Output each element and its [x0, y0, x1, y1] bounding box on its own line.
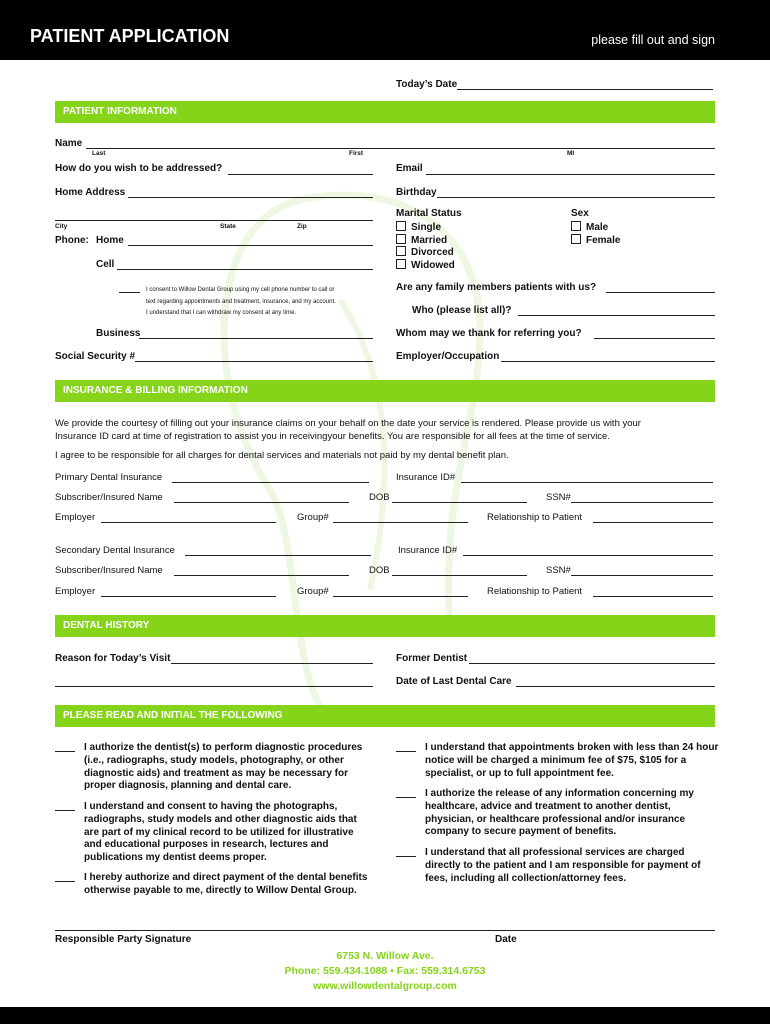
- primary-employer-field[interactable]: [101, 522, 276, 523]
- secondary-insurance-label: Secondary Dental Insurance: [55, 545, 175, 556]
- family-members-label: Are any family members patients with us?: [396, 282, 597, 293]
- referral-label: Whom may we thank for referring you?: [396, 328, 582, 339]
- phone-label: Phone:: [55, 235, 89, 246]
- insurance-intro-text: We provide the courtesy of filling out your insurance claims on your behalf on the date your service is rendered. Please provide us with your Insurance ID card at time of registration to assist you in receivingyour benefits. You are responsible for all fees at the time of service.: [55, 418, 641, 442]
- family-members-field[interactable]: [606, 292, 715, 293]
- secondary-dob-field[interactable]: [392, 575, 527, 576]
- todays-date-field[interactable]: [457, 89, 713, 90]
- initial-field[interactable]: [396, 751, 416, 752]
- primary-dob-label: DOB: [369, 492, 390, 503]
- footer-phone: Phone: 559.434.1088 • Fax: 559.314.6753: [284, 965, 486, 977]
- name-label: Name: [55, 138, 83, 149]
- insurance-agreement-text: I agree to be responsible for all charges for dental services and materials not paid by my dental benefit plan.: [55, 450, 509, 461]
- state-caption: State: [220, 223, 236, 230]
- initial-field[interactable]: [55, 751, 75, 752]
- primary-group-label: Group#: [297, 512, 329, 523]
- name-field[interactable]: [86, 148, 715, 149]
- sex-male-option[interactable]: Male: [571, 221, 608, 233]
- addressed-label: How do you wish to be addressed?: [55, 163, 223, 174]
- primary-dob-field[interactable]: [392, 502, 527, 503]
- secondary-subscriber-label: Subscriber/Insured Name: [55, 565, 163, 576]
- secondary-ssn-field[interactable]: [571, 575, 713, 576]
- birthday-label: Birthday: [396, 187, 437, 198]
- secondary-insurance-id-field[interactable]: [463, 555, 713, 556]
- secondary-relationship-field[interactable]: [593, 596, 713, 597]
- cell-consent-text: I consent to Willow Dental Group using my cell phone number to call or text regarding appointments and treatment, insurance, and my account. I understand that I can withdraw my consent at any time.: [146, 287, 336, 316]
- consent-initial-field[interactable]: [119, 292, 140, 293]
- primary-insurance-id-field[interactable]: [461, 482, 713, 483]
- cell-phone-label: Cell: [96, 259, 115, 270]
- primary-insurance-field[interactable]: [172, 482, 369, 483]
- page-subtitle: please fill out and sign: [591, 33, 715, 47]
- mi-caption: MI: [567, 150, 575, 157]
- zip-caption: Zip: [297, 223, 307, 230]
- birthday-field[interactable]: [437, 197, 715, 198]
- footer-website[interactable]: www.willowdentalgroup.com: [313, 980, 457, 992]
- secondary-employer-label: Employer: [55, 586, 96, 597]
- who-label: Who (please list all)?: [412, 305, 512, 316]
- marital-married-option[interactable]: Married: [396, 234, 447, 246]
- marital-divorced-option[interactable]: Divorced: [396, 246, 454, 258]
- marital-widowed-option[interactable]: Widowed: [396, 259, 455, 271]
- email-field[interactable]: [426, 174, 715, 175]
- primary-subscriber-field[interactable]: [174, 502, 349, 503]
- primary-relationship-label: Relationship to Patient: [487, 512, 583, 523]
- marital-status-label: Marital Status: [396, 208, 462, 219]
- primary-employer-label: Employer: [55, 512, 96, 523]
- city-caption: City: [55, 223, 68, 230]
- former-dentist-label: Former Dentist: [396, 653, 468, 664]
- secondary-dob-label: DOB: [369, 565, 390, 576]
- ssn-label: Social Security #: [55, 351, 136, 362]
- initial-field[interactable]: [55, 881, 75, 882]
- ssn-field[interactable]: [135, 361, 373, 362]
- business-phone-label: Business: [96, 328, 141, 339]
- secondary-insurance-id-label: Insurance ID#: [398, 545, 458, 556]
- primary-group-field[interactable]: [333, 522, 468, 523]
- primary-relationship-field[interactable]: [593, 522, 713, 523]
- reason-visit-field[interactable]: [171, 663, 373, 664]
- primary-ssn-label: SSN#: [546, 492, 571, 503]
- checkbox[interactable]: [396, 221, 406, 231]
- ack-fees-text: I understand that all professional services are charged directly to the patient and I am responsible for payment of fees, including all collection/attorney fees.: [425, 847, 701, 884]
- section-initial-following: PLEASE READ AND INITIAL THE FOLLOWING: [55, 705, 715, 727]
- email-label: Email: [396, 163, 423, 174]
- secondary-relationship-label: Relationship to Patient: [487, 586, 583, 597]
- sex-female-option[interactable]: Female: [571, 234, 620, 246]
- todays-date-label: Today’s Date: [396, 79, 458, 90]
- reason-visit-label: Reason for Today’s Visit: [55, 653, 171, 664]
- city-state-zip-field[interactable]: [55, 220, 373, 221]
- primary-subscriber-label: Subscriber/Insured Name: [55, 492, 163, 503]
- primary-insurance-label: Primary Dental Insurance: [55, 472, 163, 483]
- cell-phone-field[interactable]: [117, 269, 373, 270]
- home-address-field[interactable]: [128, 197, 373, 198]
- initial-field[interactable]: [396, 797, 416, 798]
- page-title: PATIENT APPLICATION: [30, 26, 230, 46]
- ack-photographs-text: I understand and consent to having the photographs, radiographs, study models and other diagnostic aids that are part of my clinical record to be utilized for illustrative and educational purposes in research, lectures and publications my dentist deems proper.: [84, 801, 357, 864]
- home-phone-label: Home: [96, 235, 124, 246]
- signature-label: Responsible Party Signature: [55, 934, 192, 945]
- business-phone-field[interactable]: [139, 338, 373, 339]
- footer-bar: [0, 1007, 770, 1024]
- primary-insurance-id-label: Insurance ID#: [396, 472, 456, 483]
- header-bar: [0, 0, 770, 60]
- secondary-ssn-label: SSN#: [546, 565, 571, 576]
- reason-visit-field-2[interactable]: [55, 686, 373, 687]
- signature-date-label: Date: [495, 934, 517, 945]
- last-dental-care-field[interactable]: [516, 686, 715, 687]
- secondary-group-field[interactable]: [333, 596, 468, 597]
- last-name-caption: Last: [92, 150, 106, 157]
- primary-ssn-field[interactable]: [571, 502, 713, 503]
- referral-field[interactable]: [594, 338, 715, 339]
- checkbox[interactable]: [571, 221, 581, 231]
- sex-label: Sex: [571, 208, 589, 219]
- footer-address: 6753 N. Willow Ave.: [336, 950, 434, 962]
- section-insurance-billing: INSURANCE & BILLING INFORMATION: [55, 380, 715, 402]
- checkbox[interactable]: [396, 246, 406, 256]
- home-address-label: Home Address: [55, 187, 126, 198]
- first-name-caption: First: [349, 150, 364, 157]
- ack-benefits-text: I hereby authorize and direct payment of the dental benefits otherwise payable to me, directly to Willow Dental Group.: [84, 872, 368, 896]
- section-dental-history: DENTAL HISTORY: [55, 615, 715, 637]
- ack-diagnostic-text: I authorize the dentist(s) to perform diagnostic procedures (i.e., radiographs, study models, photography, or other diagnostic aids) and treatment as may be necessary for proper diagnosis, planning and dental care.: [84, 742, 363, 792]
- secondary-subscriber-field[interactable]: [174, 575, 349, 576]
- former-dentist-field[interactable]: [469, 663, 715, 664]
- marital-single-option[interactable]: Single: [396, 221, 441, 233]
- initial-field[interactable]: [55, 810, 75, 811]
- checkbox[interactable]: [396, 259, 406, 269]
- last-dental-care-label: Date of Last Dental Care: [396, 676, 512, 687]
- checkbox[interactable]: [571, 234, 581, 244]
- initial-field[interactable]: [396, 856, 416, 857]
- addressed-field[interactable]: [228, 174, 373, 175]
- signature-field[interactable]: [55, 930, 715, 931]
- who-field[interactable]: [518, 315, 715, 316]
- ack-appointments-text: I understand that appointments broken with less than 24 hour notice will be charged a minimum fee of $75, $105 for a specialist, or up to full appointment fee.: [425, 742, 719, 779]
- ack-release-info-text: I authorize the release of any information concerning my healthcare, advice and treatment to another dentist, physician, or healthcare professional and/or insurance company to secure payment of benefits.: [425, 788, 694, 838]
- secondary-employer-field[interactable]: [101, 596, 276, 597]
- employer-occupation-field[interactable]: [501, 361, 715, 362]
- section-patient-information: PATIENT INFORMATION: [55, 101, 715, 123]
- employer-occupation-label: Employer/Occupation: [396, 351, 500, 362]
- secondary-insurance-field[interactable]: [185, 555, 371, 556]
- checkbox[interactable]: [396, 234, 406, 244]
- home-phone-field[interactable]: [128, 245, 373, 246]
- secondary-group-label: Group#: [297, 586, 329, 597]
